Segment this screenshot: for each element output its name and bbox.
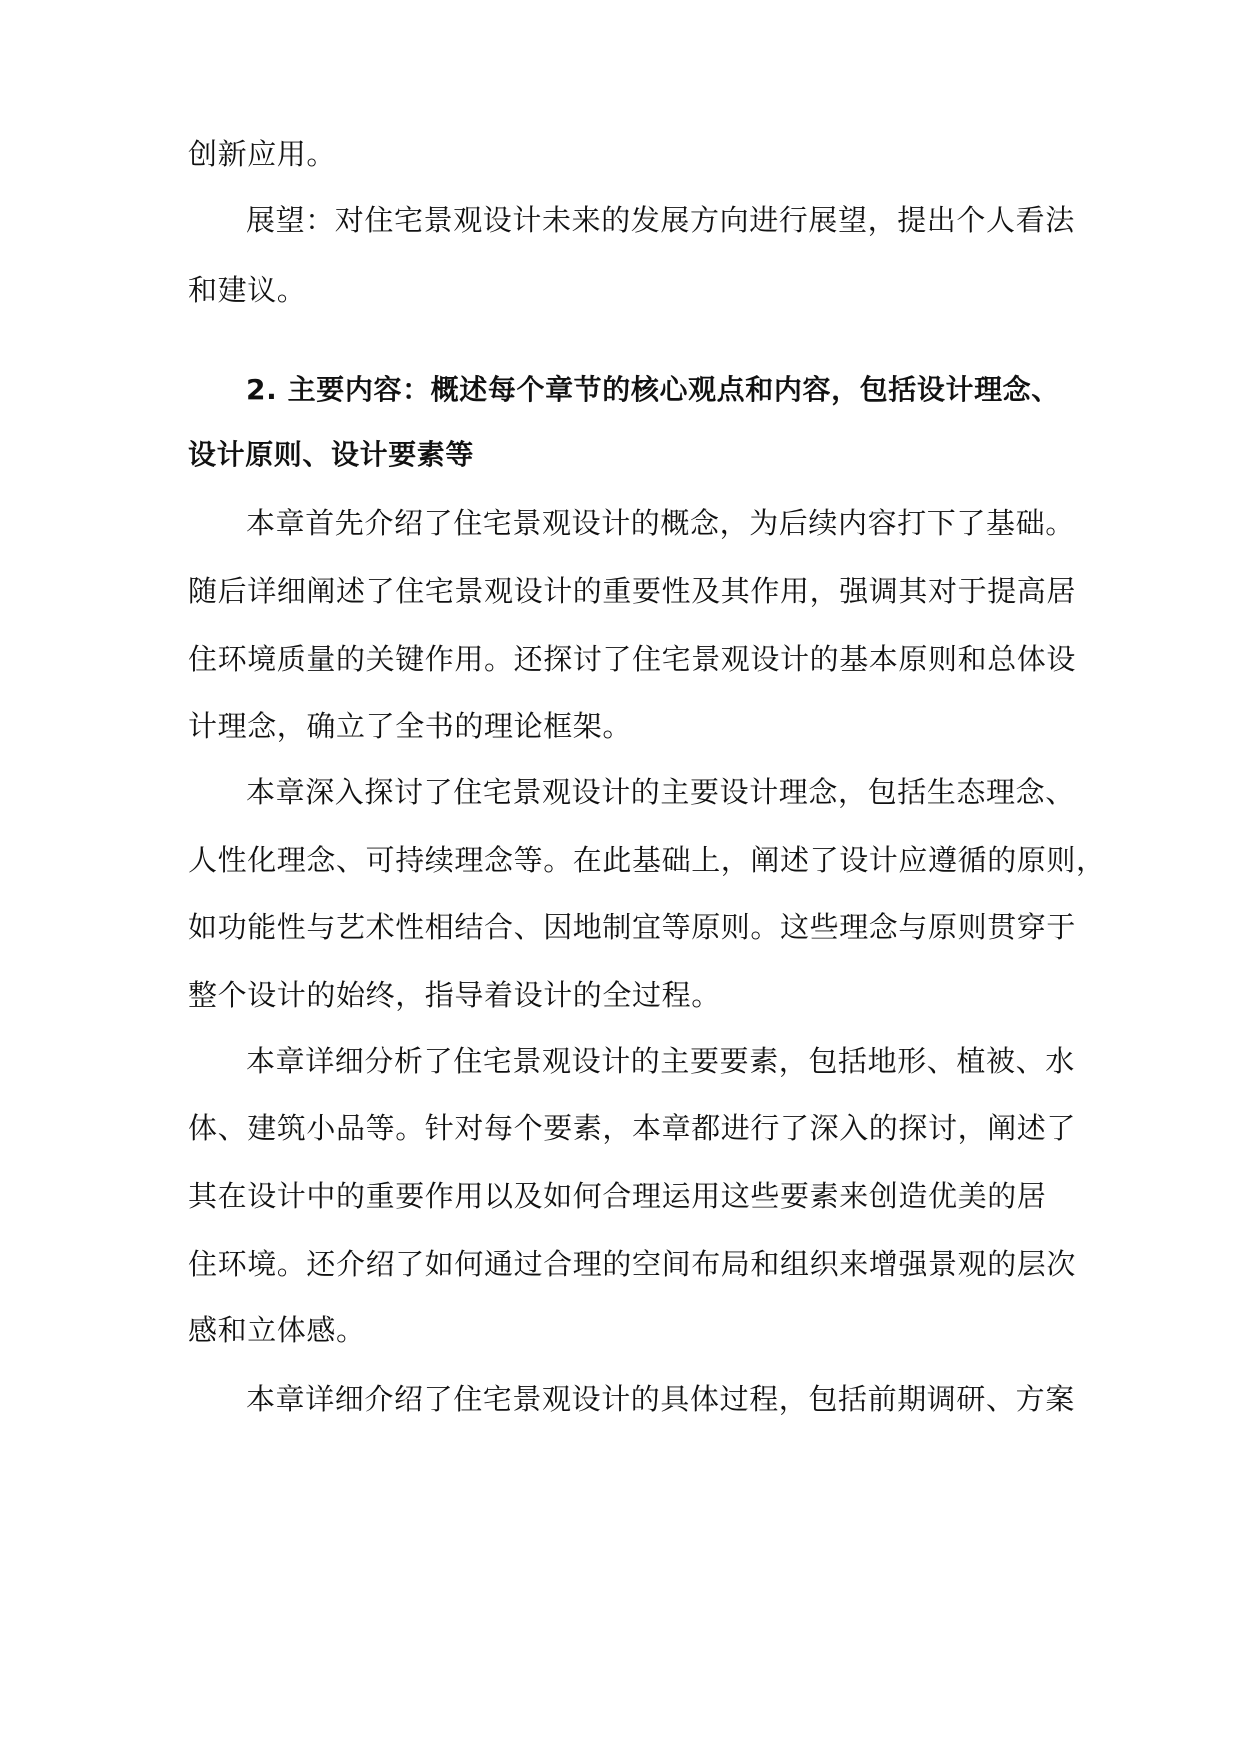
paragraph-line: 住环境质量的关键作用。还探讨了住宅景观设计的基本原则和总体设 <box>188 642 1077 676</box>
paragraph-line: 计理念，确立了全书的理论框架。 <box>188 709 633 743</box>
paragraph-line: 随后详细阐述了住宅景观设计的重要性及其作用，强调其对于提高居 <box>188 574 1077 608</box>
paragraph-line: 创新应用。 <box>188 137 337 171</box>
paragraph-line: 体、建筑小品等。针对每个要素，本章都进行了深入的探讨，阐述了 <box>188 1111 1077 1145</box>
paragraph-line: 住环境。还介绍了如何通过合理的空间布局和组织来增强景观的层次 <box>188 1247 1077 1281</box>
paragraph-line: 其在设计中的重要作用以及如何合理运用这些要素来创造优美的居 <box>188 1179 1047 1213</box>
paragraph-line: 本章首先介绍了住宅景观设计的概念，为后续内容打下了基础。 <box>246 506 1075 540</box>
paragraph-line: 感和立体感。 <box>188 1313 366 1347</box>
section-heading: 设计原则、设计要素等 <box>188 438 475 471</box>
paragraph-line: 本章详细介绍了住宅景观设计的具体过程，包括前期调研、方案 <box>246 1382 1075 1416</box>
section-heading: 2. 主要内容：概述每个章节的核心观点和内容，包括设计理念、 <box>246 373 1060 406</box>
paragraph-line: 展望：对住宅景观设计未来的发展方向进行展望，提出个人看法 <box>246 203 1075 237</box>
paragraph-line: 如功能性与艺术性相结合、因地制宜等原则。这些理念与原则贯穿于 <box>188 910 1077 944</box>
paragraph-line: 人性化理念、可持续理念等。在此基础上，阐述了设计应遵循的原则， <box>188 843 1106 877</box>
paragraph-line: 本章详细分析了住宅景观设计的主要要素，包括地形、植被、水 <box>246 1044 1075 1078</box>
paragraph-line: 整个设计的始终，指导着设计的全过程。 <box>188 978 721 1012</box>
paragraph-line: 本章深入探讨了住宅景观设计的主要设计理念，包括生态理念、 <box>246 775 1075 809</box>
paragraph-line: 和建议。 <box>188 273 307 307</box>
